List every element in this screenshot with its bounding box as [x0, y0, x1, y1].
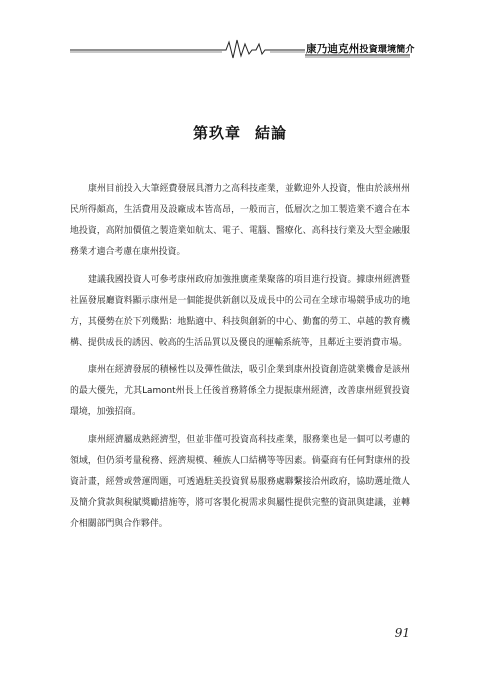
running-header: [0, 38, 480, 62]
chapter-title: [0, 122, 480, 143]
page-number: 91: [394, 626, 410, 640]
header-title-main: 康乃迪克州: [306, 43, 360, 55]
chapter-name: 結論: [255, 124, 288, 142]
header-title: [306, 41, 415, 55]
paragraph-4: 康州經濟屬成熟經濟型，但並非僅可投資高科技產業，服務業也是一個可以考慮的領域，但仍須考量稅務、經濟規模、種族人口結構等等因素。倘臺商有任何對康州的投資計畫，經營或營運問題，可透過駐美投資貿易服務處聯繫接洽州政府，協助選址徵人及簡介貸款與稅賦獎勵措施等，將可客製化視需求與屬性提供完整的資訊與建議，並轉介相關部門與合作夥伴。: [70, 434, 410, 529]
chapter-number: 第玖章: [192, 124, 241, 142]
paragraph-2: 建議我國投資人可參考康州政府加強推廣產業聚落的項目進行投資。據康州經濟暨社區發展廳資料顯示康州是一個能提供新創以及成長中的公司在全球市場競爭成功的地方，其優勢在於下列幾點：地點適中、科技與創新的中心、勤奮的勞工、卓越的教育機構、提供成長的誘因、較高的生活品質以及優良的運輸系統等，且鄰近主要消費市場。: [70, 274, 410, 348]
paragraph-3: 康州在經濟發展的積極性以及彈性做法，吸引企業到康州投資創造就業機會是該州的最大優先，尤其Lamont州長上任後首務將係全力提振康州經濟，改善康州經貿投資環境，加強招商。: [70, 365, 410, 417]
body-text: [70, 179, 410, 541]
paragraph-1: 康州目前投入大筆經費發展具潛力之高科技產業，並歡迎外人投資，惟由於該州州民所得頗高，生活費用及設廠成本皆高昂，一般而言，低層次之加工製造業不適合在本地投資，高附加價值之製造業如航太、電子、電腦、醫療化、高科技行業及大型金融服務業才適合考慮在康州投資。: [70, 184, 410, 257]
header-title-sub: 投資環境簡介: [359, 45, 415, 55]
